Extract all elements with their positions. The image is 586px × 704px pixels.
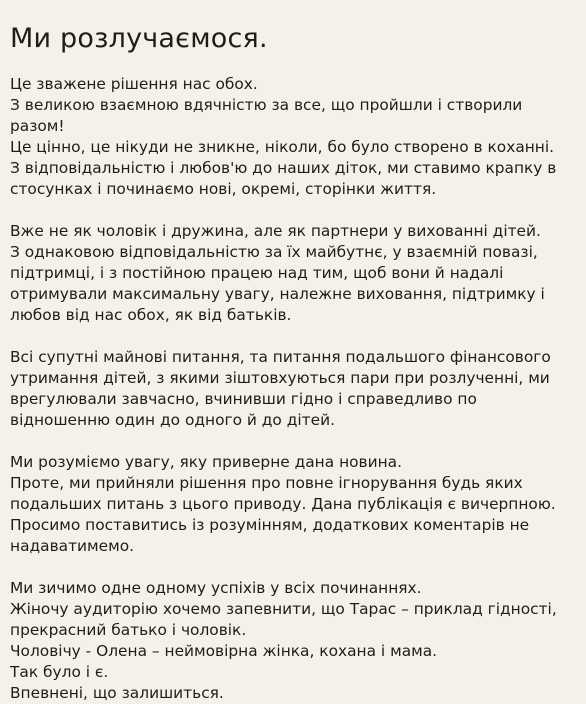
text-line: утримання дітей, з якими зіштовхуються пари при розлученні, ми bbox=[10, 369, 550, 387]
text-line: стосунках і починаємо нові, окремі, сторінки життя. bbox=[10, 180, 437, 198]
text-line: Це зважене рішення нас обох. bbox=[10, 75, 258, 93]
text-line: отримували максимальну увагу, належне виховання, підтримку і bbox=[10, 285, 545, 303]
paragraph-no-comments bbox=[10, 452, 572, 557]
text-line: З великою взаємною вдячністю за все, що пройшли і створили bbox=[10, 96, 523, 114]
text-line: Жіночу аудиторію хочемо запевнити, що Тарас – приклад гідності, bbox=[10, 600, 557, 618]
text-line: Це цінно, це нікуди не зникне, ніколи, бо було створено в коханні. bbox=[10, 138, 555, 156]
text-line: любов від нас обох, як від батьків. bbox=[10, 306, 292, 324]
page-title: Ми розлучаємося. bbox=[10, 23, 268, 54]
paragraph-property bbox=[10, 347, 572, 431]
text-line: З однаковою відповідальністю за їх майбутнє, у взаємній повазі, bbox=[10, 243, 538, 261]
text-line: Чоловічу - Олена – неймовірна жінка, кохана і мама. bbox=[10, 642, 438, 660]
text-line: відношенню один до одного й до дітей. bbox=[10, 411, 335, 429]
text-line: прекрасний батько і чоловік. bbox=[10, 621, 247, 639]
text-line: Так було і є. bbox=[10, 663, 109, 681]
text-line: Впевнені, що залишиться. bbox=[10, 684, 224, 702]
statement-body bbox=[10, 74, 572, 704]
text-line: підтримці, і з постійною працею над тим, щоб вони й надалі bbox=[10, 264, 504, 282]
text-line: З відповідальністю і любов'ю до наших діток, ми ставимо крапку в bbox=[10, 159, 557, 177]
text-line: Проте, ми прийняли рішення про повне ігнорування будь яких bbox=[10, 474, 523, 492]
text-line: Ми розуміємо увагу, яку приверне дана новина. bbox=[10, 453, 403, 471]
text-line: врегулювали завчасно, вчинивши гідно і справедливо по bbox=[10, 390, 477, 408]
text-line: Ми зичимо одне одному успіхів у всіх починаннях. bbox=[10, 579, 422, 597]
paragraph-wishes bbox=[10, 578, 572, 704]
text-line: разом! bbox=[10, 117, 65, 135]
paragraph-decision bbox=[10, 74, 572, 200]
text-line: Просимо поставитись із розумінням, додаткових коментарів не bbox=[10, 516, 530, 534]
text-line: подальших питань з цього приводу. Дана публікація є вичерпною. bbox=[10, 495, 556, 513]
text-line: Всі супутні майнові питання, та питання подальшого фінансового bbox=[10, 348, 551, 366]
text-line: Вже не як чоловік і дружина, але як партнери у вихованні дітей. bbox=[10, 222, 541, 240]
text-line: надаватимемо. bbox=[10, 537, 135, 555]
paragraph-co-parenting bbox=[10, 221, 572, 326]
